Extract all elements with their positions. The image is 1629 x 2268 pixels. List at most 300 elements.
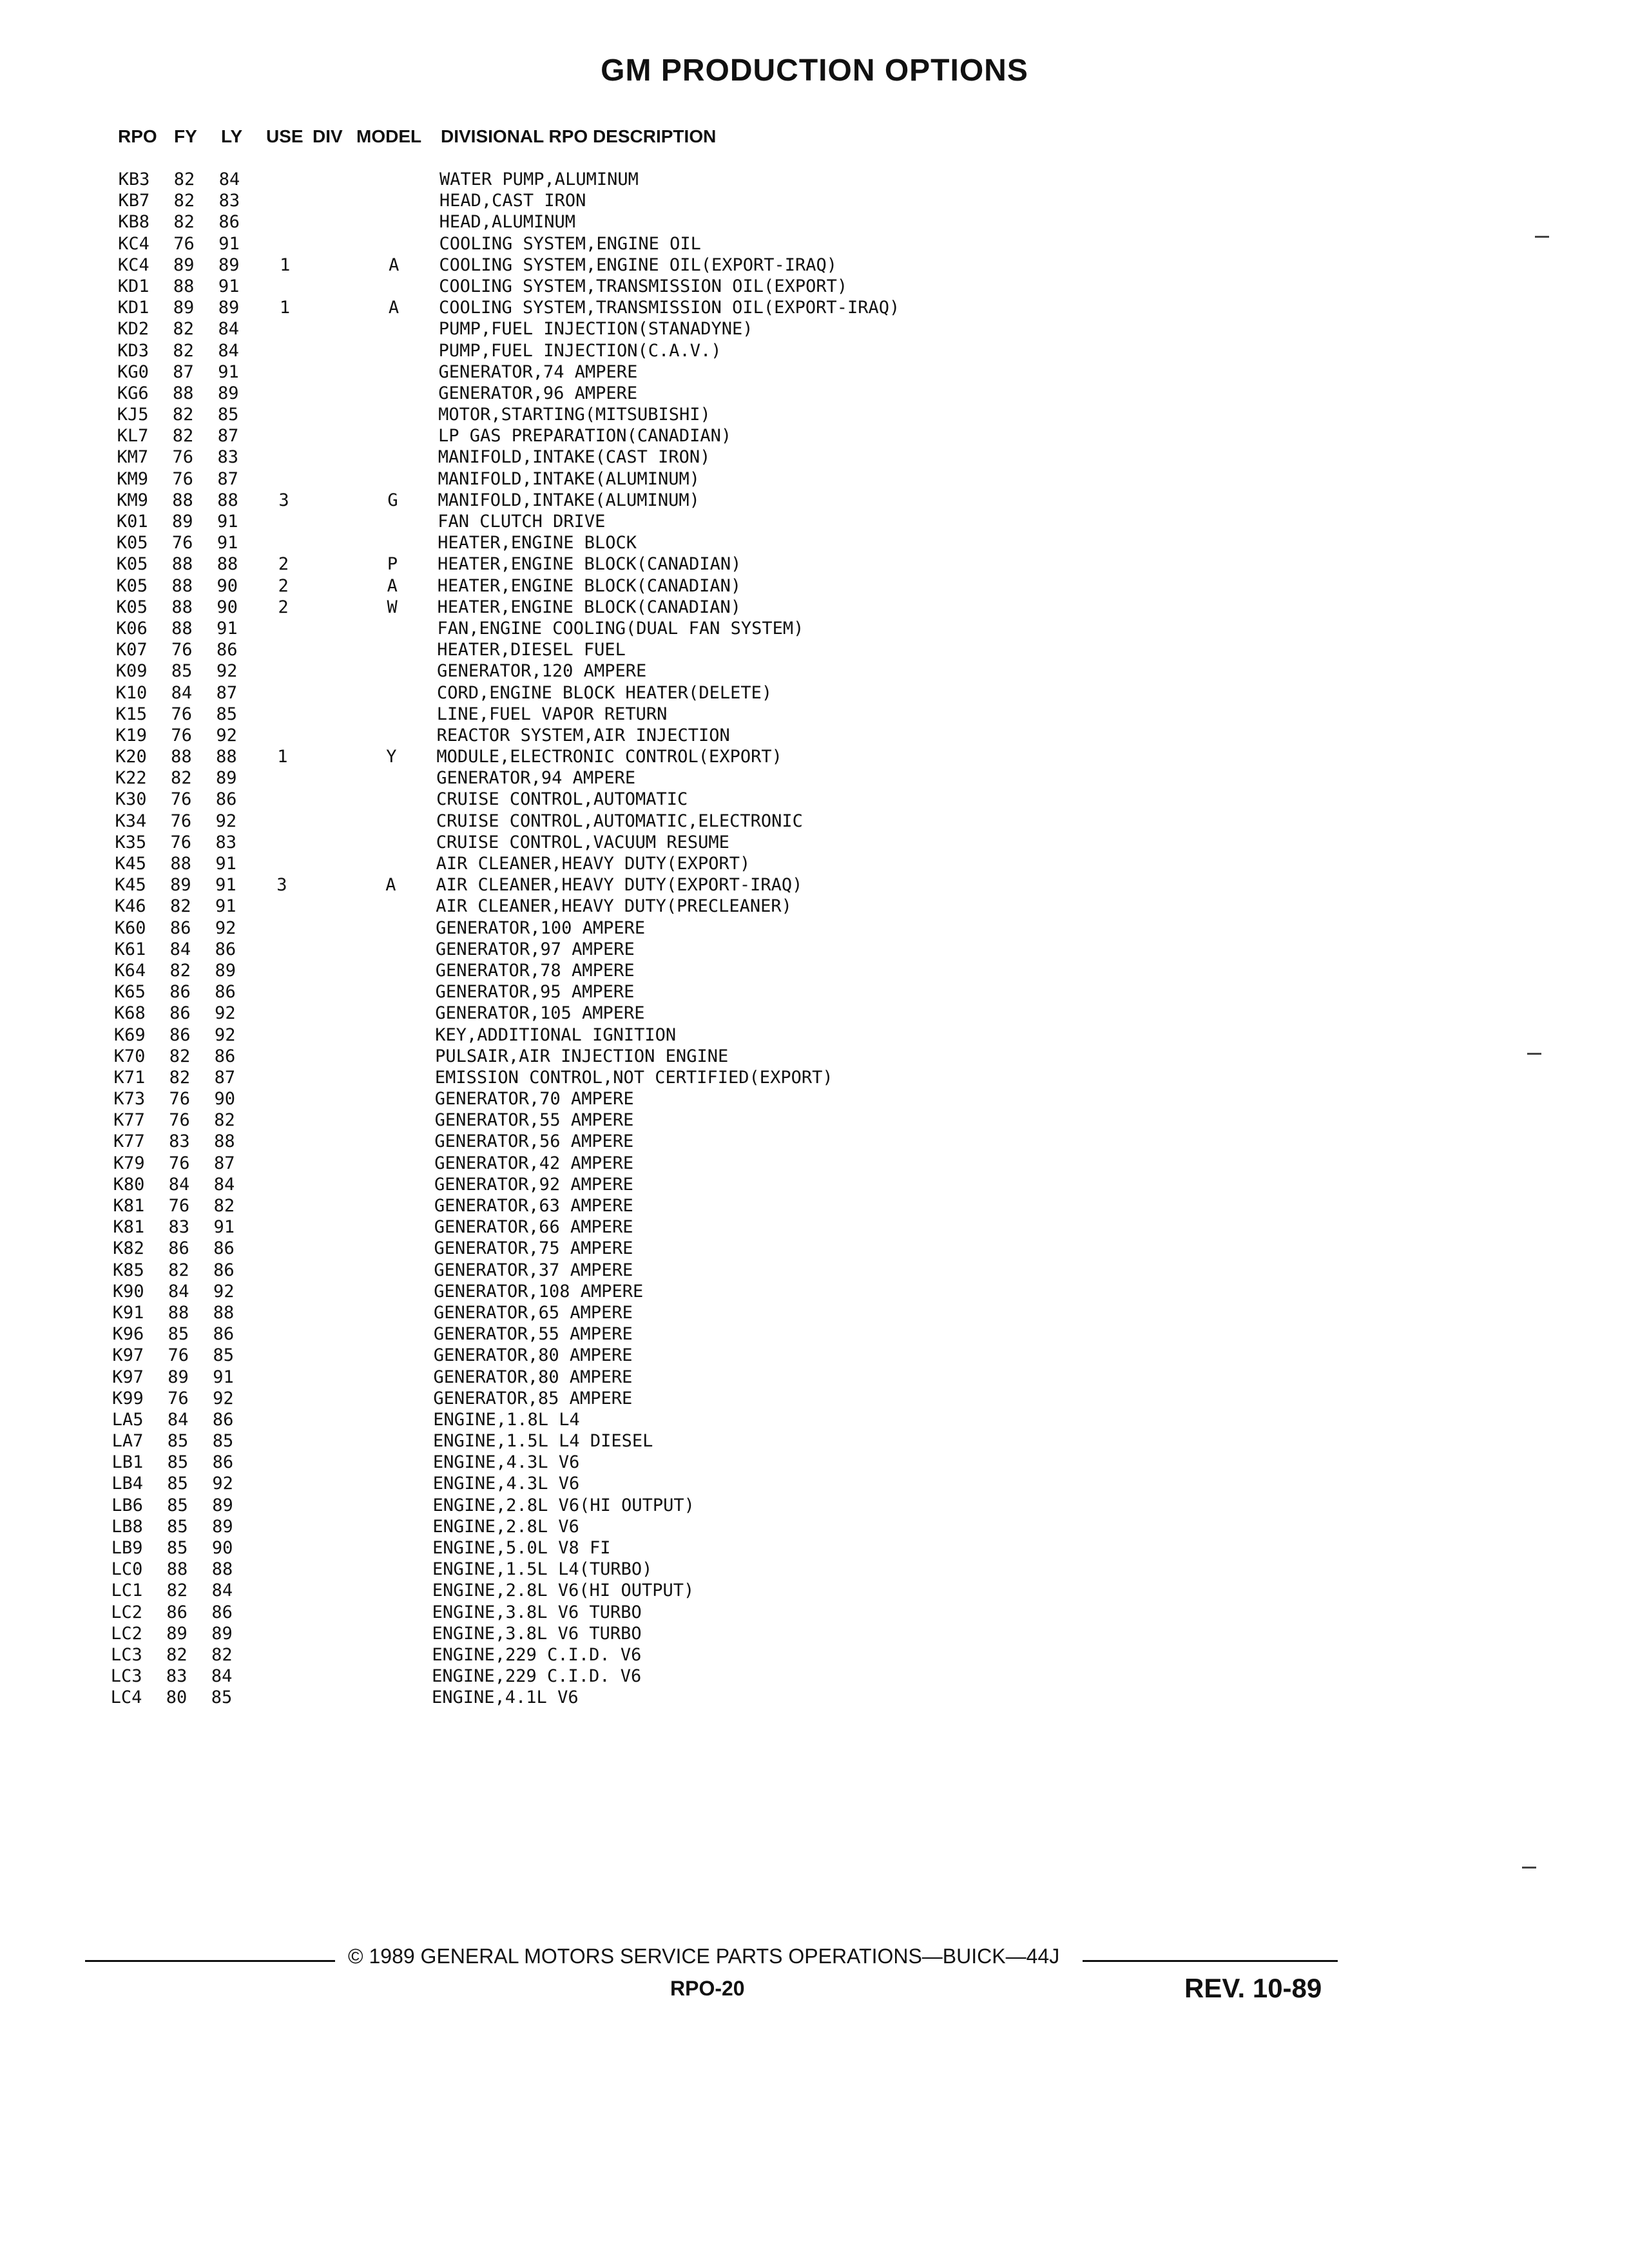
table-row xyxy=(0,1559,1629,1580)
cell-model-code: A xyxy=(385,875,396,896)
cell-rpo-code: KM7 xyxy=(117,447,149,468)
cell-description: COOLING SYSTEM,ENGINE OIL(EXPORT-IRAQ) xyxy=(439,255,838,275)
cell-rpo-code: K80 xyxy=(113,1174,145,1195)
cell-last-year: 92 xyxy=(213,1388,234,1408)
table-row xyxy=(0,1088,1629,1110)
cell-rpo-code: LC4 xyxy=(110,1687,142,1708)
margin-tick xyxy=(1535,236,1549,238)
cell-rpo-code: K73 xyxy=(113,1089,146,1110)
cell-rpo-code: K09 xyxy=(115,661,148,682)
cell-last-year: 86 xyxy=(218,212,240,233)
cell-last-year: 91 xyxy=(217,618,238,639)
cell-last-year: 87 xyxy=(217,468,238,489)
cell-rpo-code: LB1 xyxy=(111,1452,144,1473)
cell-description: AIR CLEANER,HEAVY DUTY(EXPORT-IRAQ) xyxy=(436,875,803,896)
cell-description: ENGINE,1.8L L4 xyxy=(433,1409,580,1430)
cell-rpo-code: KM9 xyxy=(117,490,148,510)
cell-rpo-code: K19 xyxy=(115,725,147,745)
table-row xyxy=(0,1153,1629,1174)
cell-description: MOTOR,STARTING(MITSUBISHI) xyxy=(438,405,711,425)
cell-rpo-code: K60 xyxy=(114,918,146,938)
cell-rpo-code: K35 xyxy=(115,832,147,852)
cell-first-year: 88 xyxy=(171,618,193,639)
table-row xyxy=(0,1323,1629,1345)
cell-description: COOLING SYSTEM,TRANSMISSION OIL(EXPORT-IRAQ) xyxy=(438,298,900,318)
table-row xyxy=(0,447,1629,468)
cell-rpo-code: KC4 xyxy=(118,233,149,254)
cell-first-year: 76 xyxy=(168,1196,190,1216)
table-row xyxy=(0,1281,1629,1302)
cell-last-year: 84 xyxy=(218,319,240,340)
cell-rpo-code: KD1 xyxy=(117,276,149,296)
cell-last-year: 89 xyxy=(212,1495,233,1515)
cell-description: ENGINE,229 C.I.D. V6 xyxy=(432,1666,642,1687)
cell-description: MANIFOLD,INTAKE(ALUMINUM) xyxy=(438,490,700,510)
cell-description: MANIFOLD,INTAKE(ALUMINUM) xyxy=(438,468,700,489)
cell-last-year: 86 xyxy=(215,982,236,1003)
table-row xyxy=(0,1131,1629,1152)
cell-last-year: 89 xyxy=(211,1623,233,1644)
table-row xyxy=(0,682,1629,704)
cell-rpo-code: KG6 xyxy=(117,383,149,403)
cell-first-year: 88 xyxy=(168,1302,189,1323)
cell-rpo-code: K77 xyxy=(113,1110,145,1131)
cell-rpo-code: K91 xyxy=(112,1302,144,1323)
cell-rpo-code: K61 xyxy=(114,939,146,959)
cell-rpo-code: K81 xyxy=(113,1196,145,1216)
cell-rpo-code: KB8 xyxy=(118,212,150,233)
cell-description: AIR CLEANER,HEAVY DUTY(EXPORT) xyxy=(436,854,751,874)
cell-first-year: 88 xyxy=(171,747,192,767)
cell-first-year: 76 xyxy=(172,447,194,468)
table-row xyxy=(0,853,1629,874)
table-row xyxy=(0,1644,1629,1666)
cell-description: ENGINE,4.3L V6 xyxy=(432,1452,580,1473)
cell-description: FAN,ENGINE COOLING(DUAL FAN SYSTEM) xyxy=(437,618,804,639)
cell-model-code: A xyxy=(387,575,398,596)
cell-use-code: 2 xyxy=(278,554,289,575)
cell-last-year: 84 xyxy=(211,1666,233,1687)
cell-description: FAN CLUTCH DRIVE xyxy=(438,512,606,532)
cell-first-year: 86 xyxy=(169,918,191,938)
cell-rpo-code: LC2 xyxy=(111,1602,143,1622)
cell-last-year: 85 xyxy=(213,1345,234,1366)
cell-rpo-code: K96 xyxy=(112,1324,144,1345)
table-row xyxy=(0,1216,1629,1238)
table-row xyxy=(0,1388,1629,1409)
cell-last-year: 87 xyxy=(213,1153,235,1173)
cell-model-code: Y xyxy=(386,747,397,767)
col-use-header: USE xyxy=(266,126,304,146)
cell-rpo-code: LB4 xyxy=(111,1474,144,1494)
table-row xyxy=(0,1003,1629,1024)
table-row xyxy=(0,553,1629,575)
cell-last-year: 91 xyxy=(215,896,236,917)
cell-first-year: 85 xyxy=(167,1516,188,1537)
footer-rule-left xyxy=(85,1960,335,1962)
cell-first-year: 83 xyxy=(169,1131,190,1152)
table-row xyxy=(0,1409,1629,1430)
cell-last-year: 86 xyxy=(213,1238,235,1259)
cell-first-year: 82 xyxy=(173,191,195,211)
cell-last-year: 89 xyxy=(215,960,236,981)
cell-last-year: 91 xyxy=(217,533,238,553)
col-div-header: DIV xyxy=(313,126,343,146)
rpo-table xyxy=(0,169,1629,1709)
cell-first-year: 82 xyxy=(171,768,192,789)
table-row xyxy=(0,255,1629,276)
cell-description: GENERATOR,105 AMPERE xyxy=(435,1003,645,1024)
table-row xyxy=(0,981,1629,1003)
cell-rpo-code: K71 xyxy=(113,1067,146,1088)
cell-description: ENGINE,3.8L V6 TURBO xyxy=(432,1623,642,1644)
cell-use-code: 2 xyxy=(278,575,289,596)
table-row xyxy=(0,276,1629,297)
table-row xyxy=(0,383,1629,404)
table-row xyxy=(0,490,1629,511)
table-row xyxy=(0,1623,1629,1644)
cell-first-year: 84 xyxy=(167,1409,189,1430)
table-row xyxy=(0,1195,1629,1216)
table-row xyxy=(0,746,1629,767)
footer-revision: REV. 10-89 xyxy=(1184,1973,1322,2003)
cell-description: GENERATOR,100 AMPERE xyxy=(436,918,646,938)
cell-use-code: 3 xyxy=(276,875,287,896)
table-row xyxy=(0,1238,1629,1259)
table-row xyxy=(0,1666,1629,1687)
table-row xyxy=(0,1516,1629,1537)
table-row xyxy=(0,874,1629,896)
cell-rpo-code: K05 xyxy=(116,597,148,617)
table-row xyxy=(0,960,1629,981)
cell-rpo-code: K85 xyxy=(112,1260,144,1280)
cell-last-year: 88 xyxy=(217,490,238,510)
table-row xyxy=(0,767,1629,789)
cell-first-year: 82 xyxy=(166,1581,188,1601)
cell-description: GENERATOR,70 AMPERE xyxy=(434,1089,634,1110)
cell-last-year: 91 xyxy=(213,1367,234,1387)
cell-first-year: 82 xyxy=(169,1067,191,1088)
table-row xyxy=(0,1110,1629,1131)
table-row xyxy=(0,233,1629,255)
cell-description: GENERATOR,37 AMPERE xyxy=(434,1260,633,1280)
table-row xyxy=(0,1367,1629,1388)
footer-rule-right xyxy=(1083,1960,1338,1962)
cell-first-year: 76 xyxy=(171,640,193,660)
cell-rpo-code: K97 xyxy=(112,1367,144,1387)
cell-first-year: 82 xyxy=(168,1260,189,1280)
table-row xyxy=(0,1067,1629,1088)
cell-first-year: 82 xyxy=(173,319,195,340)
cell-first-year: 89 xyxy=(173,255,195,275)
cell-description: GENERATOR,92 AMPERE xyxy=(434,1174,633,1195)
cell-last-year: 91 xyxy=(218,233,240,254)
cell-rpo-code: K68 xyxy=(114,1003,146,1024)
table-row xyxy=(0,918,1629,939)
cell-first-year: 86 xyxy=(169,1003,191,1024)
cell-last-year: 91 xyxy=(213,1217,235,1238)
table-row xyxy=(0,1602,1629,1623)
table-row xyxy=(0,660,1629,682)
cell-rpo-code: K10 xyxy=(115,682,148,703)
cell-last-year: 82 xyxy=(211,1644,233,1665)
cell-last-year: 90 xyxy=(214,1089,235,1110)
cell-rpo-code: K45 xyxy=(115,875,146,896)
table-row xyxy=(0,1302,1629,1323)
cell-last-year: 86 xyxy=(211,1602,233,1622)
cell-last-year: 86 xyxy=(215,939,236,959)
cell-rpo-code: K45 xyxy=(115,854,146,874)
cell-first-year: 82 xyxy=(173,340,194,361)
cell-description: GENERATOR,55 AMPERE xyxy=(433,1324,633,1345)
cell-rpo-code: K06 xyxy=(116,618,148,639)
cell-last-year: 92 xyxy=(212,1474,233,1494)
cell-last-year: 92 xyxy=(214,1024,236,1045)
cell-first-year: 86 xyxy=(168,1238,189,1259)
cell-first-year: 89 xyxy=(170,875,191,896)
cell-first-year: 82 xyxy=(172,426,194,447)
table-row xyxy=(0,704,1629,725)
cell-rpo-code: KG0 xyxy=(117,361,149,382)
cell-description: ENGINE,4.1L V6 xyxy=(432,1687,579,1708)
cell-last-year: 83 xyxy=(217,447,239,468)
cell-last-year: 84 xyxy=(218,169,240,189)
cell-rpo-code: KD2 xyxy=(117,319,149,340)
table-row xyxy=(0,1024,1629,1046)
cell-description: COOLING SYSTEM,ENGINE OIL xyxy=(439,233,701,254)
table-row xyxy=(0,725,1629,746)
cell-model-code: A xyxy=(388,298,400,318)
cell-rpo-code: KJ5 xyxy=(117,405,149,425)
cell-first-year: 76 xyxy=(171,533,193,553)
cell-description: LINE,FUEL VAPOR RETURN xyxy=(436,704,668,724)
cell-first-year: 88 xyxy=(171,597,193,617)
table-row xyxy=(0,425,1629,447)
cell-last-year: 87 xyxy=(216,682,238,703)
cell-description: CRUISE CONTROL,AUTOMATIC xyxy=(436,789,688,810)
cell-description: EMISSION CONTROL,NOT CERTIFIED(EXPORT) xyxy=(434,1067,833,1088)
cell-rpo-code: K22 xyxy=(115,768,147,789)
cell-rpo-code: K65 xyxy=(114,982,146,1003)
cell-description: GENERATOR,120 AMPERE xyxy=(437,661,647,682)
cell-description: ENGINE,1.5L L4 DIESEL xyxy=(433,1431,653,1452)
cell-first-year: 76 xyxy=(170,811,192,831)
cell-last-year: 89 xyxy=(212,1516,233,1537)
cell-first-year: 89 xyxy=(172,512,193,532)
cell-rpo-code: K90 xyxy=(112,1281,144,1302)
cell-last-year: 89 xyxy=(216,768,237,789)
cell-last-year: 92 xyxy=(215,1003,236,1024)
cell-first-year: 85 xyxy=(167,1431,189,1452)
cell-description: AIR CLEANER,HEAVY DUTY(PRECLEANER) xyxy=(436,896,792,917)
cell-model-code: G xyxy=(387,490,398,510)
cell-rpo-code: KB7 xyxy=(118,191,150,211)
cell-rpo-code: LB9 xyxy=(111,1538,143,1558)
cell-last-year: 84 xyxy=(211,1581,233,1601)
cell-last-year: 83 xyxy=(215,832,236,852)
cell-description: HEATER,DIESEL FUEL xyxy=(437,640,626,660)
cell-first-year: 76 xyxy=(170,789,192,810)
cell-description: HEAD,CAST IRON xyxy=(439,191,586,211)
table-row xyxy=(0,1046,1629,1067)
cell-use-code: 1 xyxy=(280,255,291,275)
cell-last-year: 91 xyxy=(218,276,240,296)
cell-description: REACTOR SYSTEM,AIR INJECTION xyxy=(436,725,730,745)
cell-first-year: 82 xyxy=(173,212,195,233)
cell-first-year: 83 xyxy=(166,1666,188,1687)
cell-description: HEATER,ENGINE BLOCK xyxy=(438,533,637,553)
cell-last-year: 88 xyxy=(211,1559,233,1580)
cell-description: GENERATOR,96 AMPERE xyxy=(438,383,638,403)
cell-first-year: 85 xyxy=(168,1324,189,1345)
cell-description: PUMP,FUEL INJECTION(C.A.V.) xyxy=(438,340,722,361)
cell-first-year: 76 xyxy=(169,1110,190,1131)
table-row xyxy=(0,1495,1629,1516)
cell-first-year: 85 xyxy=(171,661,193,682)
cell-rpo-code: K05 xyxy=(116,575,148,596)
cell-last-year: 86 xyxy=(217,640,238,660)
cell-last-year: 85 xyxy=(212,1431,234,1452)
cell-rpo-code: K77 xyxy=(113,1131,145,1152)
cell-use-code: 1 xyxy=(277,747,288,767)
cell-last-year: 90 xyxy=(217,597,238,617)
cell-use-code: 2 xyxy=(278,597,289,617)
cell-last-year: 89 xyxy=(218,383,239,403)
cell-first-year: 84 xyxy=(168,1174,190,1195)
table-row xyxy=(0,832,1629,853)
cell-description: ENGINE,5.0L V8 FI xyxy=(432,1538,611,1558)
cell-first-year: 76 xyxy=(172,468,193,489)
cell-last-year: 91 xyxy=(217,512,238,532)
table-row xyxy=(0,297,1629,318)
cell-first-year: 76 xyxy=(168,1345,189,1366)
cell-first-year: 88 xyxy=(171,575,193,596)
cell-first-year: 76 xyxy=(169,1089,190,1110)
cell-description: CRUISE CONTROL,VACUUM RESUME xyxy=(436,832,729,852)
cell-last-year: 84 xyxy=(218,340,239,361)
cell-first-year: 86 xyxy=(169,1024,191,1045)
table-row xyxy=(0,789,1629,810)
cell-rpo-code: KD1 xyxy=(117,298,149,318)
cell-rpo-code: K15 xyxy=(115,704,148,724)
table-row xyxy=(0,468,1629,490)
cell-description: WATER PUMP,ALUMINUM xyxy=(439,169,639,189)
table-row xyxy=(0,896,1629,917)
col-rpo-header: RPO xyxy=(118,126,157,146)
cell-first-year: 89 xyxy=(166,1623,188,1644)
cell-first-year: 82 xyxy=(173,169,195,189)
table-row xyxy=(0,1687,1629,1708)
cell-first-year: 84 xyxy=(171,682,193,703)
col-model-header: MODEL xyxy=(356,126,422,146)
cell-first-year: 76 xyxy=(168,1153,190,1173)
cell-description: GENERATOR,85 AMPERE xyxy=(433,1388,633,1408)
cell-use-code: 1 xyxy=(279,298,291,318)
cell-rpo-code: LC3 xyxy=(110,1666,142,1687)
cell-rpo-code: K81 xyxy=(113,1217,145,1238)
cell-last-year: 87 xyxy=(214,1067,236,1088)
cell-first-year: 76 xyxy=(173,233,195,254)
cell-first-year: 88 xyxy=(170,854,191,874)
cell-first-year: 88 xyxy=(173,383,194,403)
cell-last-year: 88 xyxy=(216,747,237,767)
table-row xyxy=(0,618,1629,639)
cell-first-year: 82 xyxy=(172,405,194,425)
cell-first-year: 80 xyxy=(166,1687,188,1708)
cell-first-year: 84 xyxy=(168,1281,189,1302)
cell-model-code: W xyxy=(387,597,398,617)
cell-description: GENERATOR,55 AMPERE xyxy=(434,1110,634,1131)
table-row xyxy=(0,318,1629,340)
table-row xyxy=(0,639,1629,660)
cell-rpo-code: K70 xyxy=(113,1046,146,1066)
cell-last-year: 91 xyxy=(215,875,236,896)
table-row xyxy=(0,1537,1629,1559)
cell-rpo-code: KB3 xyxy=(118,169,150,189)
cell-rpo-code: K05 xyxy=(116,554,148,575)
cell-first-year: 85 xyxy=(166,1538,188,1558)
cell-first-year: 88 xyxy=(166,1559,188,1580)
cell-description: CRUISE CONTROL,AUTOMATIC,ELECTRONIC xyxy=(436,811,803,831)
cell-last-year: 86 xyxy=(215,789,237,810)
cell-description: ENGINE,2.8L V6(HI OUTPUT) xyxy=(432,1495,695,1515)
cell-last-year: 92 xyxy=(216,725,237,745)
cell-description: ENGINE,1.5L L4(TURBO) xyxy=(432,1559,653,1580)
cell-first-year: 89 xyxy=(168,1367,189,1387)
cell-description: ENGINE,4.3L V6 xyxy=(432,1474,580,1494)
cell-last-year: 92 xyxy=(215,918,236,938)
cell-description: LP GAS PREPARATION(CANADIAN) xyxy=(438,426,732,447)
cell-rpo-code: KM9 xyxy=(117,468,149,489)
cell-first-year: 88 xyxy=(173,276,195,296)
cell-description: HEAD,ALUMINUM xyxy=(439,212,575,233)
cell-description: GENERATOR,80 AMPERE xyxy=(433,1367,633,1387)
cell-rpo-code: KL7 xyxy=(117,426,149,447)
cell-rpo-code: K97 xyxy=(112,1345,144,1366)
table-row xyxy=(0,1452,1629,1473)
cell-description: MANIFOLD,INTAKE(CAST IRON) xyxy=(438,447,711,468)
table-row xyxy=(0,340,1629,361)
cell-first-year: 76 xyxy=(171,704,193,724)
cell-rpo-code: K46 xyxy=(114,896,146,917)
page-title: GM PRODUCTION OPTIONS xyxy=(601,53,1028,88)
cell-rpo-code: K34 xyxy=(115,811,147,831)
cell-description: PULSAIR,AIR INJECTION ENGINE xyxy=(435,1046,729,1066)
cell-rpo-code: KD3 xyxy=(117,340,149,361)
cell-description: MODULE,ELECTRONIC CONTROL(EXPORT) xyxy=(436,747,782,767)
cell-last-year: 86 xyxy=(212,1409,234,1430)
cell-rpo-code: K01 xyxy=(116,512,148,532)
cell-first-year: 85 xyxy=(167,1474,188,1494)
cell-description: COOLING SYSTEM,TRANSMISSION OIL(EXPORT) xyxy=(439,276,848,296)
cell-last-year: 92 xyxy=(213,1281,235,1302)
col-description-header: DIVISIONAL RPO DESCRIPTION xyxy=(441,126,717,146)
cell-description: KEY,ADDITIONAL IGNITION xyxy=(435,1024,677,1045)
cell-last-year: 88 xyxy=(213,1302,235,1323)
cell-first-year: 87 xyxy=(173,361,194,382)
cell-last-year: 86 xyxy=(212,1452,234,1473)
cell-rpo-code: LC0 xyxy=(111,1559,143,1580)
cell-last-year: 83 xyxy=(218,191,240,211)
cell-description: ENGINE,229 C.I.D. V6 xyxy=(432,1644,642,1665)
cell-last-year: 85 xyxy=(216,704,238,724)
cell-rpo-code: KC4 xyxy=(117,255,149,275)
cell-first-year: 86 xyxy=(169,982,191,1003)
cell-rpo-code: K30 xyxy=(115,789,147,810)
table-row xyxy=(0,575,1629,597)
table-row xyxy=(0,1174,1629,1195)
cell-description: GENERATOR,94 AMPERE xyxy=(436,768,636,789)
